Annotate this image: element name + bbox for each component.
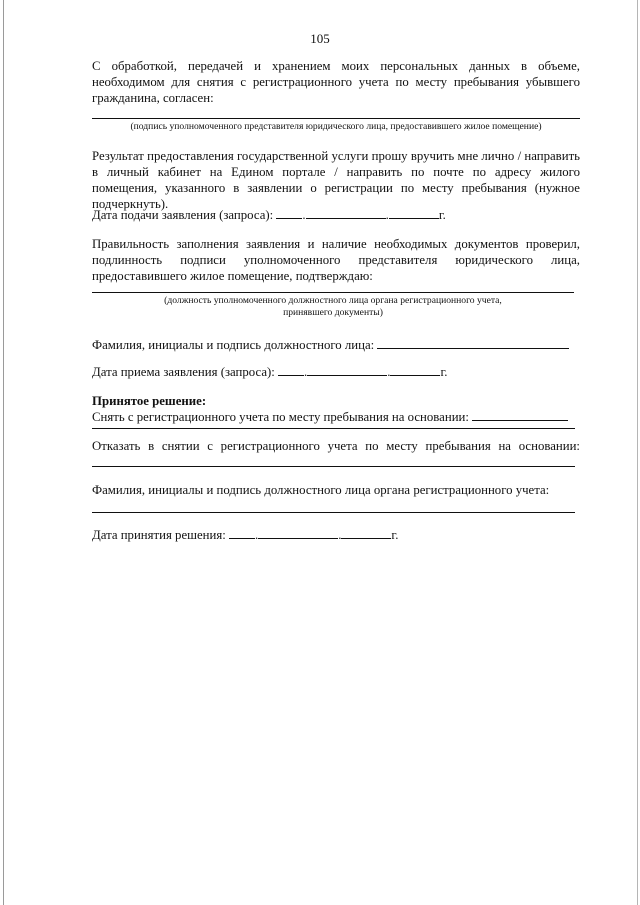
receipt-date-year-field[interactable] <box>390 363 440 376</box>
receipt-date-row: Дата приема заявления (запроса): . . г. <box>92 365 448 379</box>
registration-official-signature-line[interactable] <box>92 512 575 513</box>
verification-caption-line2: принявшего документы) <box>283 307 383 318</box>
filing-date-year-field[interactable] <box>389 206 439 219</box>
consent-signature-caption: (подпись уполномоченного представителя юридического лица, предоставившего жилое помещение) <box>130 121 542 132</box>
official-signature-label: Фамилия, инициалы и подпись должностного лица: <box>92 338 375 352</box>
filing-date-month-field[interactable] <box>306 206 386 219</box>
decision-refuse-basis-line[interactable] <box>92 466 575 467</box>
verification-position-line[interactable] <box>92 292 574 293</box>
consent-signature-line[interactable] <box>92 118 580 119</box>
decision-date-label: Дата принятия решения: <box>92 528 226 542</box>
receipt-date-day-field[interactable] <box>278 363 304 376</box>
receipt-date-suffix: г. <box>440 365 448 379</box>
filing-date-day-field[interactable] <box>276 206 302 219</box>
page-number: 105 <box>310 31 330 46</box>
decision-remove-row <box>92 408 568 425</box>
verification-caption-line1: (должность уполномоченного должностного лица органа регистрационного учета, <box>164 295 502 306</box>
decision-remove-basis-line[interactable] <box>92 428 575 429</box>
decision-refuse-label: Отказать в снятии с регистрационного учета по месту пребывания на основании: <box>92 439 580 453</box>
scan-left-edge <box>3 0 4 905</box>
filing-date-row: Дата подачи заявления (запроса): . . г. <box>92 208 446 222</box>
scan-right-edge <box>637 0 638 905</box>
official-signature-field[interactable] <box>377 336 569 349</box>
decision-date-day-field[interactable] <box>229 526 255 539</box>
registration-official-label: Фамилия, инициалы и подпись должностного лица органа регистрационного учета: <box>92 483 550 497</box>
decision-heading: Принятое решение: <box>92 394 207 408</box>
decision-remove-basis-field[interactable] <box>472 408 568 421</box>
official-signature-row <box>92 336 569 353</box>
decision-remove-label: Снять с регистрационного учета по месту пребывания на основании: <box>92 410 469 424</box>
decision-date-row: Дата принятия решения: . . г. <box>92 528 399 542</box>
filing-date-suffix: г. <box>438 208 446 222</box>
consent-text: С обработкой, передачей и хранением моих персональных данных в объеме, необходимом для снятия с регистрационного учета по месту пребывания убывшего гражданина, согласен: <box>92 59 580 105</box>
decision-date-month-field[interactable] <box>258 526 338 539</box>
receipt-date-label: Дата приема заявления (запроса): <box>92 365 275 379</box>
delivery-text: Результат предоставления государственной услуги прошу вручить мне лично / направить в личный кабинет на Едином портале / направить по почте по адресу жилого помещения, указанного в заявлении о регистрации по месту пребывания (нужное подчеркнуть). <box>92 149 580 211</box>
decision-date-year-field[interactable] <box>341 526 391 539</box>
receipt-date-month-field[interactable] <box>307 363 387 376</box>
filing-date-label: Дата подачи заявления (запроса): <box>92 208 274 222</box>
decision-date-suffix: г. <box>391 528 399 542</box>
verification-text: Правильность заполнения заявления и наличие необходимых документов проверил, подлинность подписи уполномоченного представителя юридического лица, предоставившего жилое помещение, подтверждаю: <box>92 237 580 283</box>
